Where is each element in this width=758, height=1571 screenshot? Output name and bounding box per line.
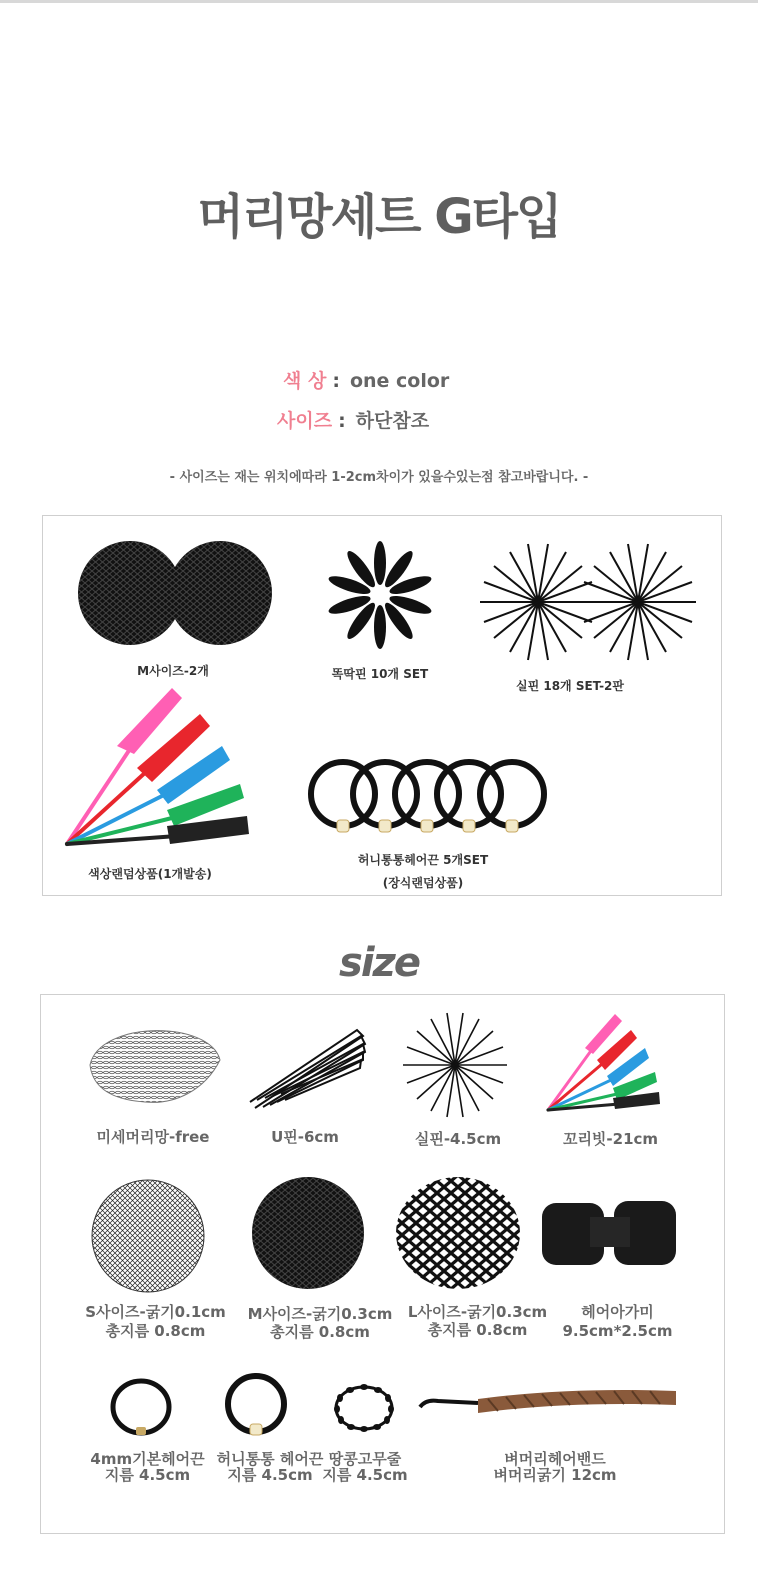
component-label-hair-ties: 허니통통헤어끈 5개SET — [357, 853, 489, 867]
bobby-pins-image — [473, 540, 703, 665]
size-label-honey-tie-2: 지름 4.5cm — [227, 1466, 313, 1484]
component-label-hairnet: M사이즈-2개 — [137, 664, 209, 678]
size-label-l-hairnet-2: 총지름 0.8cm — [427, 1321, 528, 1339]
component-label-hair-ties-note: (장식랜덤상품) — [382, 876, 464, 890]
spec-size-sep: : — [338, 410, 346, 432]
hair-donut-image — [540, 1195, 680, 1275]
size-section-title: size — [339, 940, 419, 986]
hairnet-s-image — [90, 1178, 208, 1296]
size-label-bobby-pin: 실핀-4.5cm — [414, 1130, 502, 1148]
hairnet-m-size-image — [250, 1175, 370, 1293]
braid-headband-image — [418, 1385, 680, 1425]
page-title: 머리망세트 G타입 — [197, 189, 561, 245]
size-label-peanut-band-2: 지름 4.5cm — [322, 1466, 408, 1484]
size-label-honey-tie-1: 허니통통 헤어끈 — [216, 1450, 324, 1468]
spec-size — [277, 406, 429, 433]
spec-size-value: 하단참조 — [355, 410, 430, 432]
basic-hair-tie-image — [108, 1378, 176, 1438]
fine-hairnet-image — [85, 1020, 225, 1110]
size-label-m-hairnet-1: M사이즈-굵기0.3cm — [247, 1305, 393, 1323]
hairnet-l-image — [395, 1175, 523, 1293]
size-notice: - 사이즈는 재는 위치에따라 1-2cm차이가 있을수있는점 참고바랍니다. - — [169, 470, 589, 485]
tail-combs-image — [62, 686, 257, 851]
size-label-basic-tie-1: 4mm기본헤어끈 — [90, 1450, 205, 1468]
size-label-l-hairnet-1: L사이즈-굵기0.3cm — [407, 1303, 548, 1321]
size-label-hair-donut-2: 9.5cm*2.5cm — [562, 1322, 673, 1340]
snap-pins-image — [315, 540, 445, 650]
component-label-snap-pins: 똑딱핀 10개 SET — [331, 667, 429, 681]
spec-size-key: 사이즈 — [277, 410, 333, 432]
size-label-braid-band-2: 벼머리굵기 12cm — [493, 1466, 617, 1484]
spec-color — [283, 366, 449, 393]
size-label-tail-comb: 꼬리빗-21cm — [562, 1130, 659, 1148]
size-label-m-hairnet-2: 총지름 0.8cm — [270, 1323, 370, 1341]
size-label-basic-tie-2: 지름 4.5cm — [104, 1466, 191, 1484]
top-divider — [0, 0, 758, 3]
component-label-combs: 색상랜덤상품(1개발송) — [88, 867, 212, 881]
bobby-pin-single-image — [400, 1012, 510, 1122]
honey-hair-tie-image — [222, 1372, 292, 1438]
spec-color-sep: : — [332, 370, 340, 392]
size-label-u-pin: U핀-6cm — [271, 1128, 339, 1146]
size-label-peanut-band-1: 땅콩고무줄 — [328, 1450, 402, 1468]
size-label-hair-donut-1: 헤어아가미 — [581, 1303, 654, 1321]
size-label-braid-band-1: 벼머리헤어밴드 — [504, 1450, 606, 1468]
size-label-s-hairnet-1: S사이즈-굵기0.1cm — [85, 1303, 226, 1321]
component-label-bobby-pins: 실핀 18개 SET-2판 — [515, 679, 624, 693]
hairnet-m-image — [78, 538, 278, 658]
size-label-s-hairnet-2: 총지름 0.8cm — [105, 1322, 206, 1340]
hair-ties-image — [305, 758, 555, 838]
tail-comb-size-image — [545, 1012, 665, 1114]
peanut-band-image — [330, 1382, 398, 1434]
spec-color-value: one color — [349, 370, 450, 392]
spec-color-key: 색 상 — [283, 370, 327, 392]
u-pins-image — [245, 1022, 370, 1112]
size-label-fine-hairnet: 미세머리망-free — [96, 1128, 210, 1146]
